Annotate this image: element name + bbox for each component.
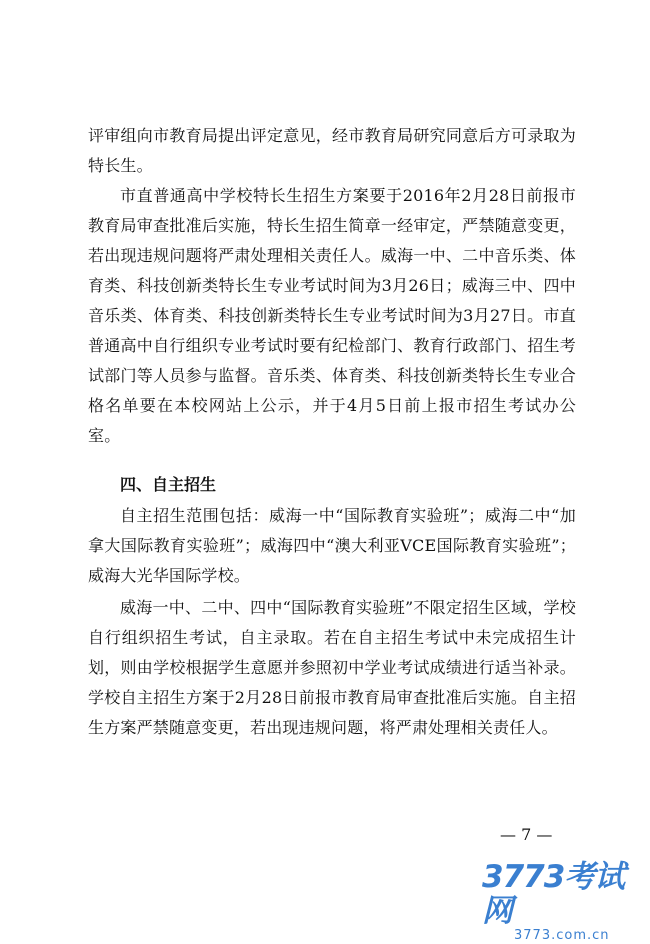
watermark-logo xyxy=(482,859,642,943)
page-number: — 7 — xyxy=(500,825,553,844)
paragraph-independent-rules: 威海一中、二中、四中“国际教育实验班”不限定招生区域，学校自行组织招生考试，自主录取。若在自主招生考试中未完成招生计划，则由学校根据学生意愿并参照初中学业考试成绩进行适当补录。学校自主招生方案于2月28日前报市教育局审查批准后实施。自主招生方案严禁随意变更，若出现违规问题，将严肃处理相关责任人。 xyxy=(88,598,576,737)
watermark-brand: 3773考试网 xyxy=(482,859,625,929)
paragraph-specialty-admission: 市直普通高中学校特长生招生方案要于2016年2月28日前报市教育局审查批准后实施，特长生招生简章一经审定，严禁随意变更，若出现违规问题将严肃处理相关责任人。威海一中、二中音乐类、体育类、科技创新类特长生专业考试时间为3月26日；威海三中、四中音乐类、体育类、科技创新类特长生专业考试时间为3月27日。市直普通高中自行组织专业考试时要有纪检部门、教育行政部门、招生考试部门等人员参与监督。音乐类、体育类、科技创新类特长生专业合格名单要在本校网站上公示，并于4月5日前上报市招生考试办公室。 xyxy=(88,186,576,445)
watermark-url: 3773.com.cn xyxy=(514,928,610,943)
paragraph-independent-scope: 自主招生范围包括：威海一中“国际教育实验班”；威海二中“加拿大国际教育实验班”；威海四中“澳大利亚VCE国际教育实验班”；威海大光华国际学校。 xyxy=(88,506,576,585)
paragraph-continuation: 评审组向市教育局提出评定意见，经市教育局研究同意后方可录取为特长生。 xyxy=(88,126,576,175)
section-heading: 四、自主招生 xyxy=(120,475,217,494)
